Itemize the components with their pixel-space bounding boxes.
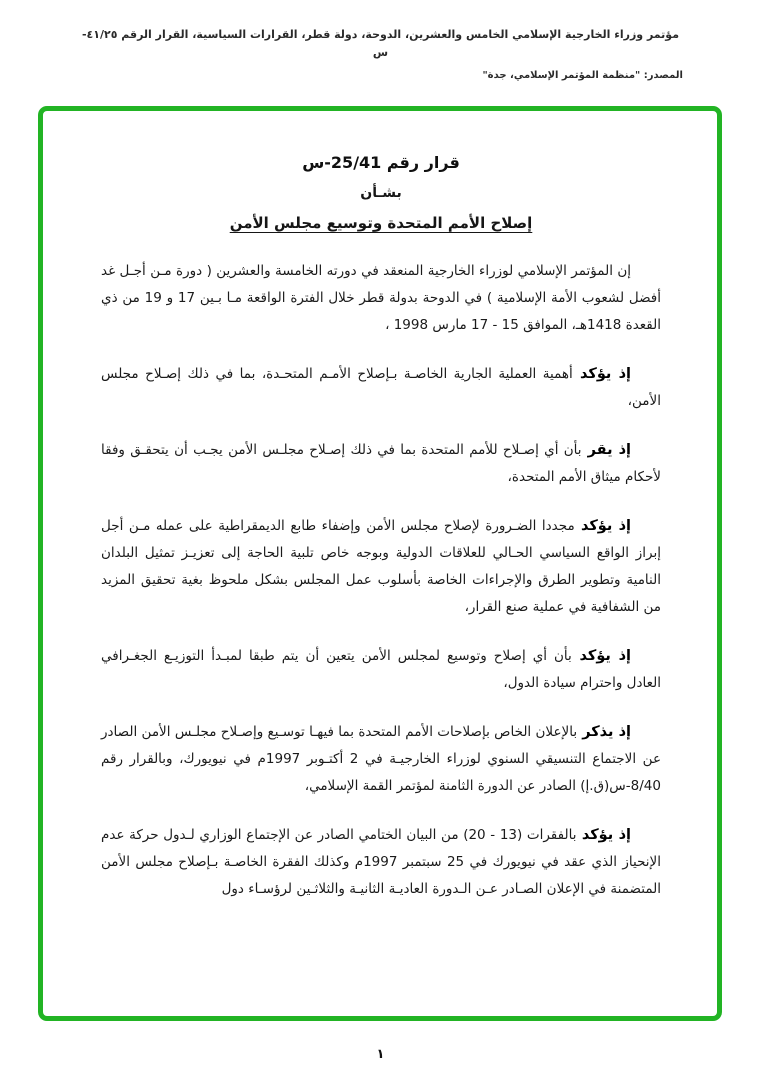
paragraph-lead-phrase: إذ يؤكد [571, 648, 632, 664]
paragraph-lead-phrase: إذ يؤكد [572, 366, 631, 382]
green-border-frame [38, 106, 722, 1021]
paragraph-1: إن المؤتمر الإسلامي لوزراء الخارجية المنعقد في دورته الخامسة والعشرين ( دورة مـن أجـل غد أفضل لشعوب الأمة الإسلامية ) في الدوحة بدولة قطر خلال الفترة الواقعة مـا بـين 17 و 19 من ذي القعدة 1418هـ، الموافق 15 - 17 مارس 1998 ، [101, 263, 661, 333]
header-source-line: مؤتمر وزراء الخارجية الإسلامي الخامس والعشرين، الدوحة، دولة قطر، القرارات السياسية، القرار الرقم ٤١/٢٥-س [81, 28, 680, 59]
paragraph-lead-phrase: إذ يذكر [577, 724, 631, 740]
resolution-subtitle: بشـأن [360, 185, 402, 201]
paragraph-7: إذ يؤكد بالفقرات (13 - 20) من البيان الختامي الصادر عن الإجتماع الوزاري لـدول حركة عدم الإنحياز الذي عقد في نيويورك في 25 سبتمبر 1997م وكذلك الفقرة الخاصـة بـإصلاح مجلس الأمن المتضمنة في الإعلان الصـادر عـن الـدورة العاديـة الثانيـة والثلاثـين لرؤسـاء دول [101, 827, 661, 897]
page-number: ١ [376, 1047, 385, 1062]
paragraph-6: إذ يذكر بالإعلان الخاص بإصلاحات الأمم المتحدة بما فيهـا توسـيع وإصـلاح مجلـس الأمن الصادر عن الاجتماع التنسيقي السنوي لوزراء الخارجيـة في 2 أكتـوبر 1997م في نيويورك، وبالقرار رقم 8/40-س(ق.إ) الصادر عن الدورة الثامنة لمؤتمر القمة الإسلامي، [101, 724, 661, 794]
paragraph-5: إذ يؤكد بأن أي إصلاح وتوسيع لمجلس الأمن يتعين أن يتم طبقا لمبـدأ التوزيـع الجغـرافي العادل واحترام سيادة الدول، [101, 648, 661, 691]
paragraph-list [101, 258, 661, 903]
document-header [76, 26, 685, 84]
paragraph-2: إذ يؤكد أهمية العملية الجارية الخاصـة بـإصلاح الأمـم المتحـدة، بما في ذلك إصـلاح مجلس الأمن، [101, 366, 661, 409]
paragraph-lead-phrase: إذ يؤكد [574, 518, 631, 534]
resolution-number-title: قرار رقم 25/41-س [302, 153, 460, 172]
paragraph-lead-phrase: إذ يقر [581, 442, 631, 458]
resolution-subject-heading: إصلاح الأمم المتحدة وتوسيع مجلس الأمن [229, 214, 533, 232]
paragraph-4: إذ يؤكد مجددا الضـرورة لإصلاح مجلس الأمن وإضفاء طابع الديمقراطية على عمله مـن أجل إبراز الواقع السياسي الحـالي للعلاقات الدولية وبوجه خاص تلبية الحاجة إلى تعزيـز تمثيل البلدان النامية وتطوير الطرق والإجراءات الخاصة بأسلوب عمل المجلس بشكل ملحوظ بغية تحقيق المزيد من الشفافية في عملية صنع القرار، [101, 518, 661, 615]
paragraph-lead-phrase: إذ يؤكد [576, 827, 632, 843]
header-publisher-line: المصدر: "منظمة المؤتمر الإسلامي، جدة" [482, 70, 683, 81]
paragraph-3: إذ يقر بأن أي إصـلاح للأمم المتحدة بما في ذلك إصـلاح مجلـس الأمن يجـب أن يتحقـق وفقا لأحكام ميثاق الأمم المتحدة، [101, 442, 661, 485]
